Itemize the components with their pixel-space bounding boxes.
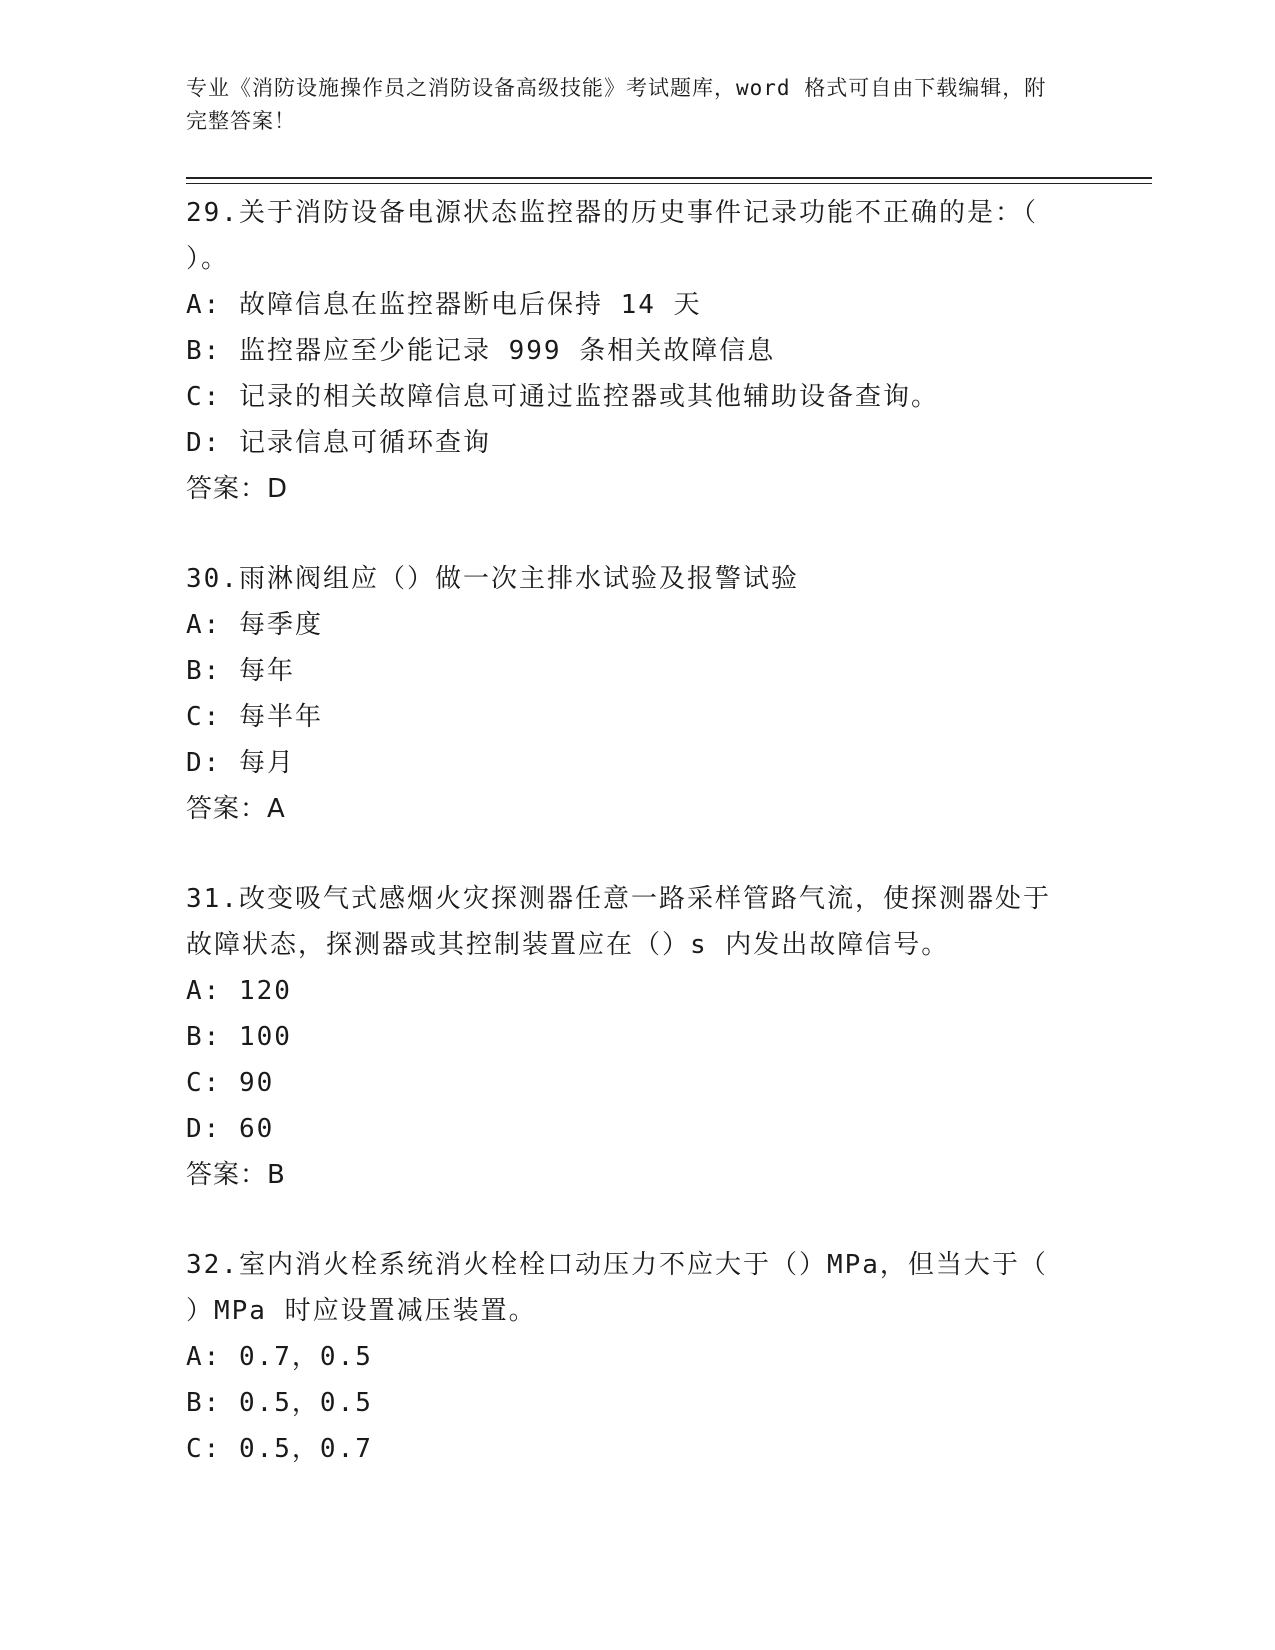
option-a: A: 120 — [186, 976, 292, 1006]
answer: 答案：B — [186, 1160, 286, 1190]
option-a: A: 0.7，0.5 — [186, 1342, 373, 1372]
option-c: C: 0.5，0.7 — [186, 1434, 373, 1464]
option-c: C: 每半年 — [186, 702, 323, 732]
question-text: 31.改变吸气式感烟火灾探测器任意一路采样管路气流，使探测器处于故障状态，探测器或其控制装置应在（）s 内发出故障信号。 — [186, 884, 1051, 960]
header-text: 专业《消防设施操作员之消防设备高级技能》考试题库，word 格式可自由下载编辑，附完整答案！ — [186, 76, 1047, 133]
option-b: B: 0.5，0.5 — [186, 1388, 373, 1418]
question-30 — [186, 556, 1086, 832]
option-c: C: 90 — [186, 1068, 275, 1098]
question-29 — [186, 190, 1086, 512]
option-b: B: 监控器应至少能记录 999 条相关故障信息 — [186, 336, 776, 366]
question-31 — [186, 876, 1086, 1198]
option-b: B: 每年 — [186, 656, 295, 686]
option-d: D: 记录信息可循环查询 — [186, 428, 491, 458]
option-a: A: 每季度 — [186, 610, 323, 640]
question-text: 29.关于消防设备电源状态监控器的历史事件记录功能不正确的是：（ ）。 — [186, 198, 1038, 274]
question-list — [186, 190, 1086, 1516]
header-rule-top — [186, 177, 1152, 179]
answer: 答案：A — [186, 794, 286, 824]
document-header — [186, 72, 1066, 138]
option-b: B: 100 — [186, 1022, 292, 1052]
option-a: A: 故障信息在监控器断电后保持 14 天 — [186, 290, 702, 320]
question-32 — [186, 1242, 1086, 1472]
option-c: C: 记录的相关故障信息可通过监控器或其他辅助设备查询。 — [186, 382, 939, 412]
answer: 答案：D — [186, 474, 289, 504]
option-d: D: 每月 — [186, 748, 295, 778]
question-text: 32.室内消火栓系统消火栓栓口动压力不应大于（）MPa，但当大于（ ）MPa 时应设置减压装置。 — [186, 1250, 1048, 1326]
header-rule-bottom — [186, 183, 1152, 184]
option-d: D: 60 — [186, 1114, 275, 1144]
question-text: 30.雨淋阀组应（）做一次主排水试验及报警试验 — [186, 564, 799, 594]
